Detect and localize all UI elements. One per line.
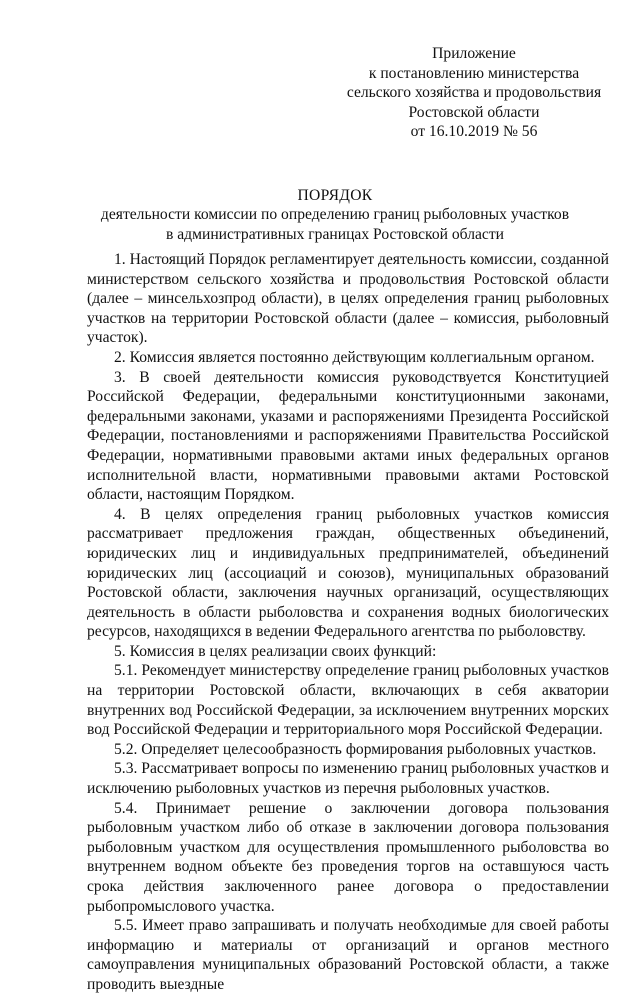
paragraph: 1. Настоящий Порядок регламентирует деятельность комиссии, созданной министерством сельского хозяйства и продовольствия Ростовской области (далее – минсельхозпрод области), в целях определения границ рыболовных участков на территории Ростовской области (далее – комиссия, рыболовный участок). bbox=[87, 251, 609, 347]
document-title bbox=[80, 186, 590, 244]
paragraph: 5.2. Определяет целесообразность формирования рыболовных участков. bbox=[114, 740, 597, 758]
appendix-line: Ростовской области bbox=[408, 103, 540, 121]
paragraph: 3. В своей деятельности комиссия руководствуется Конституцией Российской Федерации, федеральными конституционными законами, федеральными законами, указами и распоряжениями Президента Российской Федерации, постановлениями и распоряжениями Правительства Российской Федерации, нормативными правовыми актами иных федеральных органов исполнительной власти, нормативными правовыми актами Ростовской области, настоящим Порядком. bbox=[87, 368, 609, 504]
appendix-line: Приложение bbox=[432, 45, 516, 62]
title-subtitle-line: деятельности комиссии по определению границ рыболовных участков bbox=[100, 206, 570, 224]
paragraph: 5.5. Имеет право запрашивать и получать необходимые для своей работы информацию и материалы от организаций и органов местного самоуправления муниципальных образований Ростовской области, а также проводить выездные bbox=[87, 917, 609, 993]
paragraph: 2. Комиссия является постоянно действующим коллегиальным органом. bbox=[114, 348, 595, 366]
appendix-line: сельского хозяйства и продовольствия bbox=[346, 84, 602, 102]
paragraph: 4. В целях определения границ рыболовных участков комиссия рассматривает предложения граждан, общественных объединений, юридических лиц и индивидуальных предпринимателей, объединений юридических лиц (ассоциаций и союзов), муниципальных образований Ростовской области, заключения научных организаций, осуществляющих деятельность в области рыболовства и сохранения водных биологических ресурсов, находящихся в ведении Федерального агентства по рыболовству. bbox=[87, 505, 609, 641]
paragraph: 5.3. Рассматривает вопросы по изменению границ рыболовных участков и исключению рыболовных участков из перечня рыболовных участков. bbox=[87, 760, 609, 798]
appendix-line: от 16.10.2019 № 56 bbox=[410, 123, 538, 141]
appendix-block bbox=[340, 44, 608, 142]
title-heading: ПОРЯДОК bbox=[297, 187, 373, 204]
title-subtitle-line: в административных границах Ростовской области bbox=[165, 225, 504, 243]
paragraph: 5.4. Принимает решение о заключении договора пользования рыболовным участком либо об отказе в заключении договора пользования рыболовным участком для осуществления промышленного рыболовства во внутреннем водном объекте без проведения торгов на оставшуюся часть срока действия заключенного ранее договора о предоставлении рыбопромыслового участка. bbox=[87, 799, 609, 915]
appendix-line: к постановлению министерства bbox=[368, 64, 580, 82]
paragraph: 5.1. Рекомендует министерству определение границ рыболовных участков на территории Ростовской области, включающих в себя акватории внутренних вод Российской Федерации, за исключением внутренних морских вод Российской Федерации и территориального моря Российской Федерации. bbox=[87, 662, 609, 739]
document-body bbox=[87, 250, 609, 995]
paragraph: 5. Комиссия в целях реализации своих функций: bbox=[114, 642, 437, 660]
